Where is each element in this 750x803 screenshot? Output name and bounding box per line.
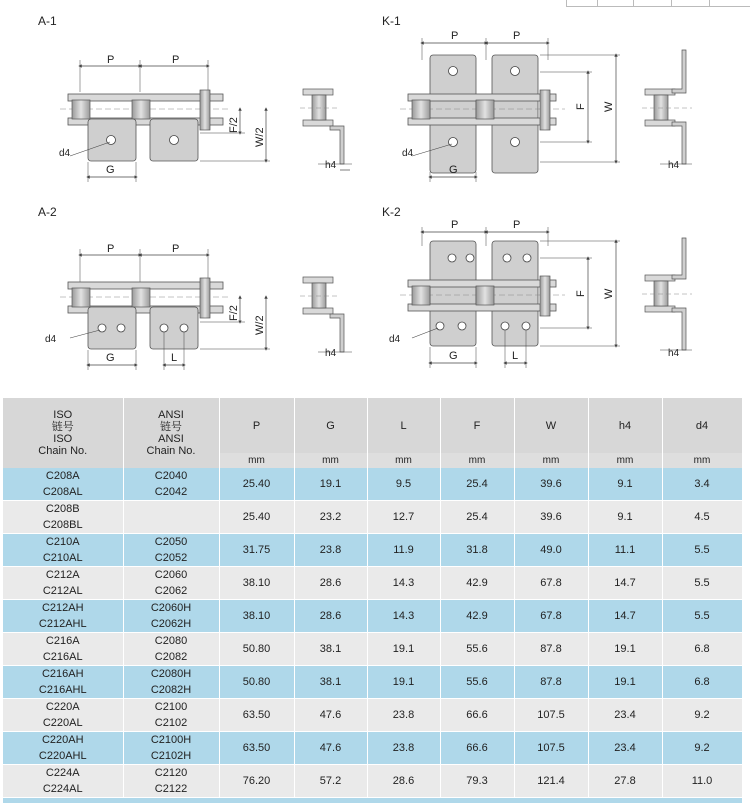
ansi-chain-no: C2050: [154, 536, 188, 548]
dim-p-1: P: [107, 54, 115, 66]
dim-d4: d4: [45, 334, 57, 345]
value-cell-w: 107.5: [514, 732, 588, 765]
value-cell-d4: 6.8: [662, 633, 742, 666]
iso-chain-no: C220A: [45, 701, 80, 713]
iso-chain-no: C208BL: [42, 519, 83, 531]
ansi-chain-no: C2100H: [150, 734, 192, 746]
iso-chain-no: C208B: [45, 503, 80, 515]
ansi-chain-no-cell: [123, 633, 219, 666]
dim-g: G: [106, 352, 115, 364]
value-cell-l: 14.3: [367, 600, 440, 633]
iso-chain-no: C220AH: [41, 734, 84, 746]
value-cell-h4: 9.1: [588, 468, 662, 501]
value-cell-f: 25.4: [440, 468, 514, 501]
value-cell-h4: 27.8: [588, 765, 662, 798]
dim-d4: d4: [389, 334, 401, 345]
ansi-chain-no: C2080H: [150, 668, 192, 680]
ansi-chain-no-cell: [123, 666, 219, 699]
iso-chain-no-cell: [3, 765, 123, 798]
table-row: [3, 666, 742, 699]
iso-chain-no-cell: [3, 633, 123, 666]
dim-w-half: W/2: [254, 127, 266, 147]
unit-cell: mm: [588, 453, 662, 468]
dim-l: L: [512, 350, 519, 362]
dim-w: W: [603, 101, 615, 112]
value-cell-d4: 11.0: [662, 765, 742, 798]
value-cell-l: 23.8: [367, 732, 440, 765]
table-row: [3, 600, 742, 633]
value-cell-l: 19.1: [367, 633, 440, 666]
table-row: [3, 567, 742, 600]
value-cell-h4: 19.1: [588, 633, 662, 666]
dim-p-2: P: [172, 54, 180, 66]
iso-chain-no: C212A: [45, 569, 80, 581]
iso-chain-no-cell: [3, 666, 123, 699]
value-cell-g: 38.1: [294, 633, 367, 666]
value-cell-f: 42.9: [440, 600, 514, 633]
ansi-chain-no-cell: [123, 699, 219, 732]
iso-chain-no-cell: [3, 600, 123, 633]
dim-d4: d4: [402, 148, 414, 159]
value-cell-p: 25.40: [219, 501, 294, 534]
value-cell-h4: 23.4: [588, 699, 662, 732]
value-cell-w: 67.8: [514, 600, 588, 633]
ansi-header-line: Chain No.: [146, 445, 196, 457]
iso-chain-no: C212AHL: [38, 618, 87, 630]
table-bottom-strip: [3, 798, 742, 803]
iso-chain-no: C210A: [45, 536, 80, 548]
iso-chain-no: C220AL: [42, 717, 83, 729]
dim-g: G: [449, 350, 458, 362]
ansi-header-line: ANSI: [158, 433, 184, 445]
dim-l: L: [171, 352, 178, 364]
ansi-chain-no: C2052: [154, 552, 188, 564]
col-header-p: P: [219, 398, 294, 453]
value-cell-f: 31.8: [440, 534, 514, 567]
dim-h4: h4: [668, 348, 680, 359]
chain-spec-table: [3, 398, 743, 798]
value-cell-g: 28.6: [294, 600, 367, 633]
ansi-chain-no: C2062H: [150, 618, 192, 630]
col-header-f: F: [440, 398, 514, 453]
dim-p-1: P: [107, 243, 115, 255]
dim-f-half: F/2: [228, 117, 240, 133]
diagram-a1: [38, 14, 352, 182]
dim-h4: h4: [325, 348, 337, 359]
value-cell-p: 63.50: [219, 699, 294, 732]
value-cell-d4: 5.5: [662, 567, 742, 600]
value-cell-l: 28.6: [367, 765, 440, 798]
dim-f: F: [575, 290, 587, 297]
ansi-chain-no: C2080: [154, 635, 188, 647]
iso-chain-no: C212AH: [41, 602, 84, 614]
value-cell-g: 23.8: [294, 534, 367, 567]
value-cell-w: 39.6: [514, 501, 588, 534]
dim-g: G: [106, 164, 115, 176]
iso-chain-no: C208AL: [42, 486, 83, 498]
table-row: [3, 765, 742, 798]
value-cell-l: 9.5: [367, 468, 440, 501]
table-row: [3, 501, 742, 534]
value-cell-g: 38.1: [294, 666, 367, 699]
ansi-chain-no-cell: [123, 567, 219, 600]
value-cell-p: 63.50: [219, 732, 294, 765]
ansi-header-line: 链号: [160, 421, 182, 433]
iso-chain-no-cell: [3, 699, 123, 732]
ansi-header-line: ANSI: [158, 409, 184, 421]
value-cell-l: 12.7: [367, 501, 440, 534]
value-cell-h4: 14.7: [588, 567, 662, 600]
diagram-a2-title: A-2: [38, 205, 57, 219]
ansi-chain-no: C2060H: [150, 602, 192, 614]
ansi-chain-no: C2042: [154, 486, 188, 498]
ansi-chain-no: C2082: [154, 651, 188, 663]
unit-cell: mm: [219, 453, 294, 468]
dim-w: W: [603, 288, 615, 299]
value-cell-f: 79.3: [440, 765, 514, 798]
ansi-chain-no: C2060: [154, 569, 188, 581]
value-cell-l: 19.1: [367, 666, 440, 699]
value-cell-p: 38.10: [219, 600, 294, 633]
iso-chain-no: C224AL: [42, 783, 83, 795]
iso-chain-no: C216AHL: [38, 684, 87, 696]
ansi-chain-no-cell: [123, 765, 219, 798]
dim-p-2: P: [172, 243, 180, 255]
value-cell-g: 57.2: [294, 765, 367, 798]
value-cell-w: 67.8: [514, 567, 588, 600]
value-cell-f: 66.6: [440, 732, 514, 765]
value-cell-w: 107.5: [514, 699, 588, 732]
value-cell-p: 25.40: [219, 468, 294, 501]
ansi-chain-no: C2062: [154, 585, 188, 597]
dim-d4: d4: [59, 148, 71, 159]
value-cell-h4: 23.4: [588, 732, 662, 765]
dim-h4: h4: [668, 160, 680, 171]
value-cell-f: 25.4: [440, 501, 514, 534]
value-cell-p: 50.80: [219, 666, 294, 699]
ansi-chain-no-cell: [123, 600, 219, 633]
dim-g: G: [449, 164, 458, 176]
col-header-d4: d4: [662, 398, 742, 453]
value-cell-d4: 5.5: [662, 534, 742, 567]
value-cell-h4: 11.1: [588, 534, 662, 567]
ansi-chain-no-cell: [123, 501, 219, 534]
iso-chain-no-cell: [3, 534, 123, 567]
table-row: [3, 534, 742, 567]
value-cell-w: 87.8: [514, 633, 588, 666]
ansi-chain-no: C2100: [154, 701, 188, 713]
value-cell-f: 42.9: [440, 567, 514, 600]
value-cell-g: 19.1: [294, 468, 367, 501]
value-cell-h4: 14.7: [588, 600, 662, 633]
table-row: [3, 633, 742, 666]
iso-header-line: ISO: [53, 409, 73, 421]
value-cell-l: 23.8: [367, 699, 440, 732]
value-cell-g: 47.6: [294, 699, 367, 732]
iso-chain-no-cell: [3, 732, 123, 765]
chain-diagrams: [0, 0, 750, 395]
ansi-chain-no: C2102H: [150, 750, 192, 762]
iso-chain-no: C220AHL: [38, 750, 87, 762]
table-row: [3, 699, 742, 732]
value-cell-d4: 9.2: [662, 699, 742, 732]
value-cell-w: 87.8: [514, 666, 588, 699]
dim-p-2: P: [513, 219, 521, 231]
value-cell-l: 14.3: [367, 567, 440, 600]
unit-cell: mm: [294, 453, 367, 468]
iso-chain-no: C208A: [45, 470, 80, 482]
value-cell-d4: 3.4: [662, 468, 742, 501]
iso-chain-no: C224A: [45, 767, 80, 779]
iso-chain-no-cell: [3, 501, 123, 534]
dim-p-1: P: [451, 219, 459, 231]
header-row: [3, 398, 742, 453]
diagram-k2-title: K-2: [382, 205, 401, 219]
iso-chain-no-header: [3, 398, 123, 468]
unit-cell: mm: [662, 453, 742, 468]
value-cell-h4: 9.1: [588, 501, 662, 534]
ansi-chain-no: [124, 517, 219, 533]
unit-cell: mm: [440, 453, 514, 468]
value-cell-d4: 9.2: [662, 732, 742, 765]
value-cell-g: 28.6: [294, 567, 367, 600]
col-header-g: G: [294, 398, 367, 453]
col-header-l: L: [367, 398, 440, 453]
iso-header-line: 链号: [51, 421, 74, 433]
value-cell-g: 23.2: [294, 501, 367, 534]
col-header-w: W: [514, 398, 588, 453]
diagram-a1-title: A-1: [38, 14, 57, 28]
ansi-chain-no: C2040: [154, 470, 188, 482]
ansi-chain-no-cell: [123, 468, 219, 501]
value-cell-w: 49.0: [514, 534, 588, 567]
ansi-chain-no: C2102: [154, 717, 188, 729]
dim-w-half: W/2: [254, 315, 266, 335]
value-cell-w: 121.4: [514, 765, 588, 798]
ansi-chain-no-cell: [123, 732, 219, 765]
ansi-chain-no: C2082H: [150, 684, 192, 696]
iso-chain-no: C212AL: [42, 585, 83, 597]
ansi-chain-no-header: [123, 398, 219, 468]
iso-chain-no-cell: [3, 567, 123, 600]
value-cell-l: 11.9: [367, 534, 440, 567]
value-cell-w: 39.6: [514, 468, 588, 501]
iso-header-line: Chain No.: [38, 445, 88, 457]
value-cell-d4: 4.5: [662, 501, 742, 534]
value-cell-d4: 6.8: [662, 666, 742, 699]
value-cell-f: 66.6: [440, 699, 514, 732]
value-cell-p: 50.80: [219, 633, 294, 666]
ansi-chain-no: [124, 501, 219, 517]
iso-chain-no: C216A: [45, 635, 80, 647]
table-body: [3, 468, 742, 798]
diagram-k1-title: K-1: [382, 14, 401, 28]
iso-header-line: ISO: [53, 433, 73, 445]
value-cell-f: 55.6: [440, 666, 514, 699]
ansi-chain-no-cell: [123, 534, 219, 567]
value-cell-d4: 5.5: [662, 600, 742, 633]
iso-chain-no: C210AL: [42, 552, 83, 564]
unit-cell: mm: [367, 453, 440, 468]
dim-p-1: P: [451, 30, 459, 42]
table-row: [3, 732, 742, 765]
diagram-k1: [382, 14, 692, 182]
dim-h4: h4: [325, 160, 337, 171]
ansi-chain-no: C2122: [154, 783, 188, 795]
dim-f-half: F/2: [228, 305, 240, 321]
diagram-k2: [382, 205, 692, 368]
diagram-a2: [38, 205, 352, 370]
ansi-chain-no: C2120: [154, 767, 188, 779]
value-cell-p: 31.75: [219, 534, 294, 567]
dim-f: F: [575, 103, 587, 110]
col-header-h4: h4: [588, 398, 662, 453]
iso-chain-no: C216AL: [42, 651, 83, 663]
unit-cell: mm: [514, 453, 588, 468]
value-cell-f: 55.6: [440, 633, 514, 666]
value-cell-g: 47.6: [294, 732, 367, 765]
value-cell-h4: 19.1: [588, 666, 662, 699]
value-cell-p: 76.20: [219, 765, 294, 798]
dim-p-2: P: [513, 30, 521, 42]
table-row: [3, 468, 742, 501]
iso-chain-no: C216AH: [41, 668, 84, 680]
iso-chain-no-cell: [3, 468, 123, 501]
value-cell-p: 38.10: [219, 567, 294, 600]
